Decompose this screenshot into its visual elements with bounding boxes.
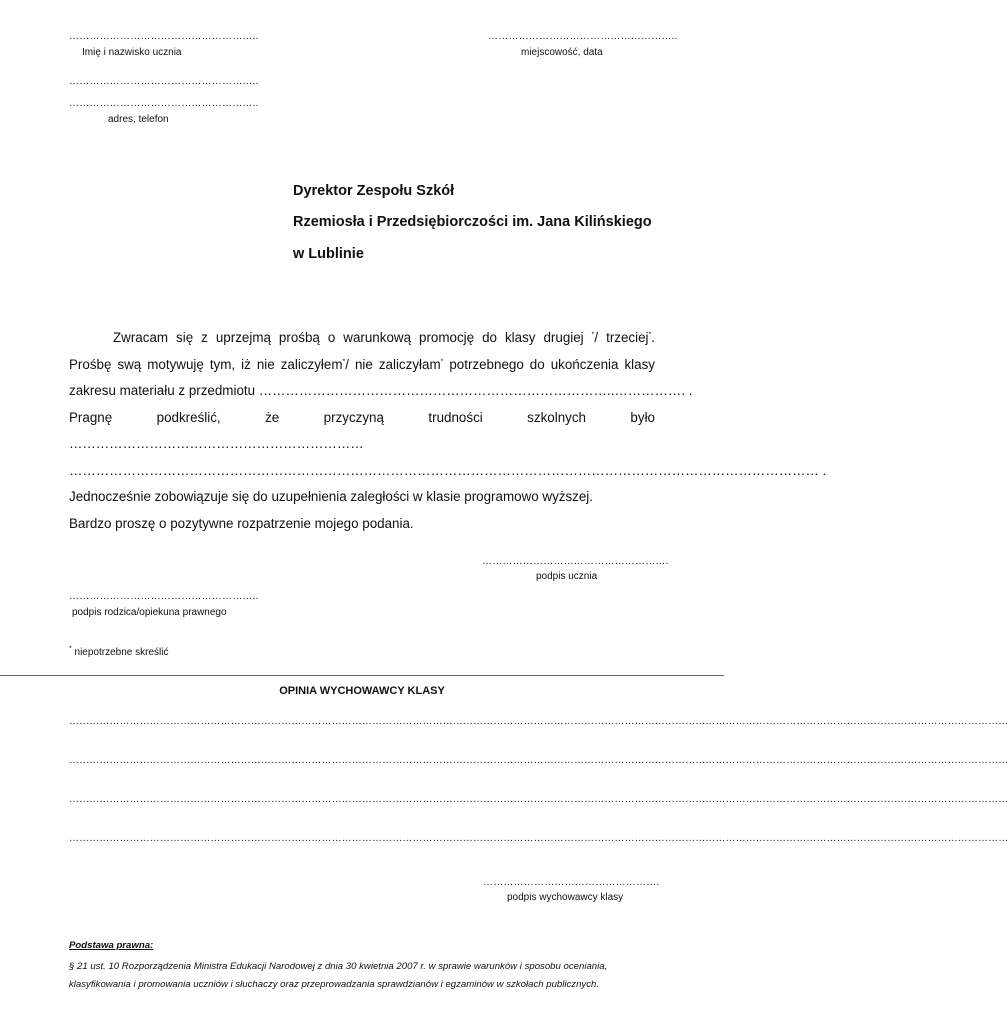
student-name-line: ………………………………………………..: [69, 31, 259, 42]
legal-basis-line-2: klasyfikowania i promowania uczniów i słuchaczy oraz przeprowadzania sprawdzianów i egzaminów w szkołach publicznych.: [69, 979, 600, 990]
address-line-2: ………………………………………………..: [69, 98, 259, 109]
parent-signature-label: podpis rodzica/opiekuna prawnego: [72, 607, 227, 618]
opinion-line-1: ………………………………………………………………………………………………………………………………………………………………………………………………………………………………………………………: [69, 716, 1008, 727]
request-body: [69, 325, 827, 537]
opinion-line-2: ………………………………………………………………………………………………………………………………………………………………………………………………………………………………………………………: [69, 755, 1008, 766]
place-date-label: miejscowość, data: [521, 47, 603, 58]
student-signature-label: podpis ucznia: [536, 571, 598, 582]
address-line-1: ………………………………………………..: [69, 76, 259, 87]
teacher-signature-label: podpis wychowawcy klasy: [507, 892, 624, 903]
body-line-5-dots: …………………………………………………………………………………………………………………………………………………… .: [69, 462, 827, 478]
body-line-1: Zwracam się z uprzejmą prośbą o warunkową promocję do klasy drugiej */ trzeciej*.: [113, 330, 655, 345]
body-line-4-reason: Pragnę podkreślić, że przyczyną trudności szkolnych było …………………………………………………………: [69, 409, 655, 451]
place-date-line: ………………………………………………..: [488, 31, 678, 42]
opinion-title: OPINIA WYCHOWAWCY KLASY: [279, 685, 445, 697]
body-line-7: Bardzo proszę o pozytywne rozpatrzenie mojego podania.: [69, 515, 414, 531]
opinion-line-3: ………………………………………………………………………………………………………………………………………………………………………………………………………………………………………………………: [69, 794, 1008, 805]
footnote: * niepotrzebne skreślić: [69, 645, 169, 658]
body-line-6: Jednocześnie zobowiązuje się do uzupełnienia zaległości w klasie programowo wyższej.: [69, 489, 594, 504]
legal-basis-line-1: § 21 ust. 10 Rozporządzenia Ministra Edukacji Narodowej z dnia 30 kwietnia 2007 r. w sprawie warunków i sposobu oceniania,: [69, 961, 608, 972]
student-name-label: Imię i nazwisko ucznia: [82, 47, 182, 58]
opinion-line-4: ………………………………………………………………………………………………………………………………………………………………………………………………………………………………………………………: [69, 833, 1008, 844]
section-divider: [0, 675, 724, 676]
body-line-2: Prośbę swą motywuję tym, iż nie zaliczyłem*/ nie zaliczyłam* potrzebnego do ukończenia klasy: [69, 356, 655, 372]
legal-basis-heading: Podstawa prawna:: [69, 940, 154, 951]
body-line-3-subject: zakresu materiału z przedmiotu ……………………………………………………………………..……………. .: [69, 383, 693, 398]
teacher-signature-line: …………………………………………….: [483, 877, 660, 888]
address-label: adres, telefon: [108, 114, 169, 125]
addressee-line-1: Dyrektor Zespołu Szkół: [293, 183, 455, 199]
addressee-line-2: Rzemiosła i Przedsiębiorczości im. Jana Kilińskiego: [293, 214, 652, 230]
addressee-line-3: w Lublinie: [293, 246, 364, 262]
student-signature-line: ……………………………………………….: [482, 556, 669, 567]
parent-signature-line: ………………………………………………..: [69, 591, 259, 602]
